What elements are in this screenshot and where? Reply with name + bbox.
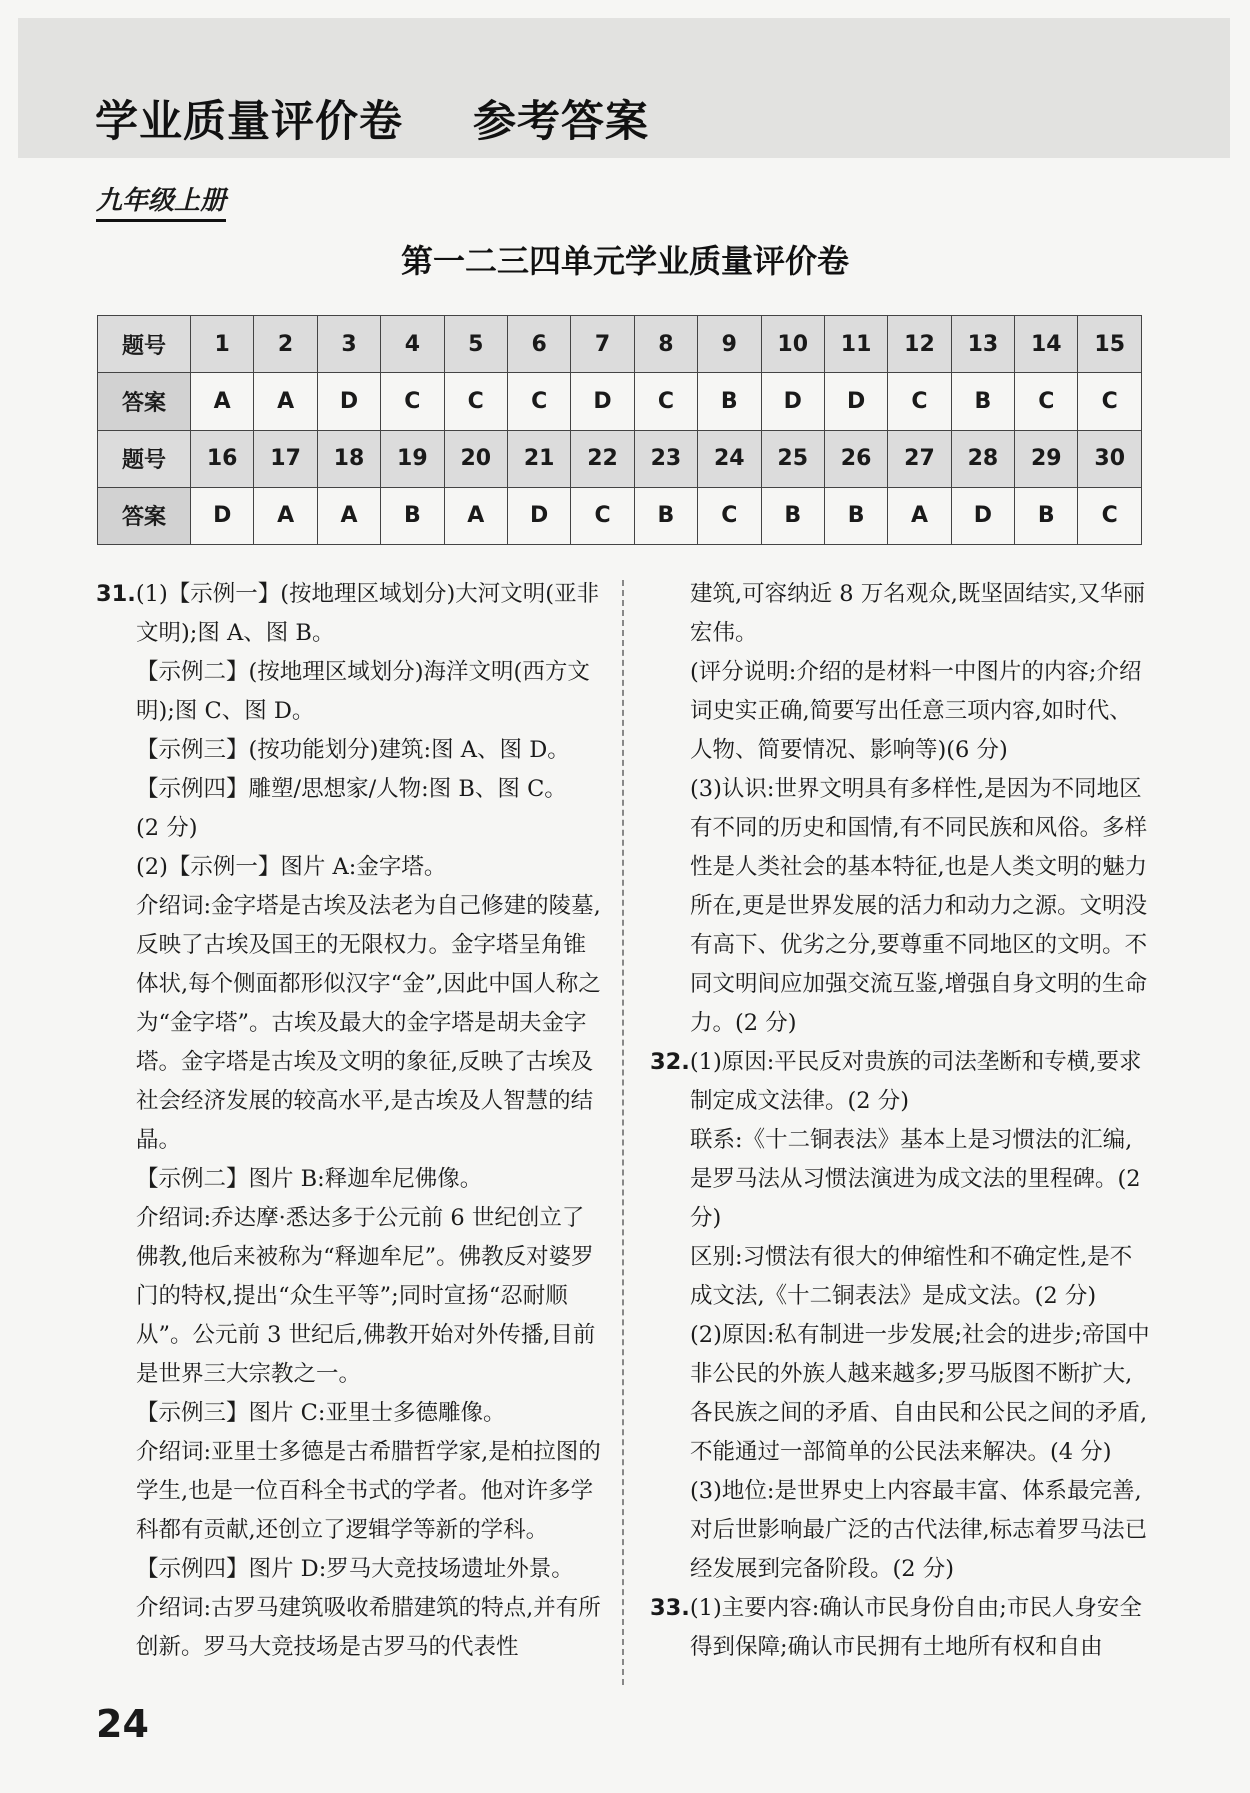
answer-cell: D	[824, 373, 887, 430]
question-number: 7	[571, 316, 634, 373]
answer-cell: A	[254, 487, 317, 544]
question-number-row-2	[98, 430, 1142, 487]
question-number: 1	[191, 316, 254, 373]
table-label-question: 题号	[98, 430, 191, 487]
question-number: 15	[1078, 316, 1142, 373]
question-number: 26	[824, 430, 887, 487]
question-number: 23	[634, 430, 697, 487]
q31-continued-line: 建筑,可容纳近 8 万名观众,既坚固结实,又华丽宏伟。	[690, 581, 1146, 646]
q31-line: 介绍词:古罗马建筑吸收希腊建筑的特点,并有所创新。罗马大竞技场是古罗马的代表性	[136, 1595, 601, 1660]
q32-line: 区别:习惯法有很大的伸缩性和不确定性,是不成文法,《十二铜表法》是成文法。(2 分)	[690, 1244, 1133, 1309]
q32-line: 32.(1)原因:平民反对贵族的司法垄断和专横,要求制定成文法律。(2 分)	[650, 1049, 1142, 1114]
answer-cell: B	[951, 373, 1014, 430]
table-label-answer: 答案	[98, 487, 191, 544]
q31-line: 【示例四】雕塑/思想家/人物:图 B、图 C。	[136, 776, 567, 802]
answer-cell: B	[698, 373, 761, 430]
question-number: 22	[571, 430, 634, 487]
question-number: 17	[254, 430, 317, 487]
header-title-left: 学业质量评价卷	[95, 97, 403, 147]
column-divider	[622, 580, 624, 1685]
question-number: 19	[381, 430, 444, 487]
answer-cell: C	[888, 373, 951, 430]
q33-line: 33.(1)主要内容:确认市民身份自由;市民人身安全得到保障;确认市民拥有土地所有权和自由	[650, 1595, 1142, 1660]
answer-cell: B	[381, 487, 444, 544]
question-number: 8	[634, 316, 697, 373]
answer-cell: C	[698, 487, 761, 544]
q31-line: 介绍词:亚里士多德是古希腊哲学家,是柏拉图的学生,也是一位百科全书式的学者。他对许多学科都有贡献,还创立了逻辑学等新的学科。	[136, 1439, 601, 1543]
table-label-question: 题号	[98, 316, 191, 373]
answer-cell: C	[634, 373, 697, 430]
answer-cell: A	[888, 487, 951, 544]
question-number: 27	[888, 430, 951, 487]
grade-label: 九年级上册	[96, 180, 226, 222]
question-number: 28	[951, 430, 1014, 487]
right-column	[650, 575, 1150, 1667]
header-title-right: 参考答案	[473, 97, 649, 147]
q31-line: 【示例三】(按功能划分)建筑:图 A、图 D。	[136, 737, 570, 763]
answer-table	[97, 315, 1142, 545]
q31-line: 【示例二】(按地理区域划分)海洋文明(西方文明);图 C、图 D。	[136, 659, 590, 724]
answer-cell: D	[951, 487, 1014, 544]
q31-line: 【示例二】图片 B:释迦牟尼佛像。	[136, 1166, 483, 1192]
header-title	[95, 88, 649, 149]
answer-cell: D	[571, 373, 634, 430]
q32-number: 32.	[650, 1049, 690, 1075]
answer-cell: B	[824, 487, 887, 544]
q31-line: 【示例四】图片 D:罗马大竞技场遗址外景。	[136, 1556, 574, 1582]
question-number: 10	[761, 316, 824, 373]
q31-continued-line: (评分说明:介绍的是材料一中图片的内容;介绍词史实正确,简要写出任意三项内容,如时代、人物、简要情况、影响等)(6 分)	[690, 659, 1142, 763]
question-number: 20	[444, 430, 507, 487]
question-number: 25	[761, 430, 824, 487]
answer-cell: B	[634, 487, 697, 544]
q33-number: 33.	[650, 1595, 690, 1621]
answer-cell: C	[1078, 373, 1142, 430]
answer-cell: D	[317, 373, 380, 430]
q32-line: (2)原因:私有制进一步发展;社会的进步;帝国中非公民的外族人越来越多;罗马版图不断扩大,各民族之间的矛盾、自由民和公民之间的矛盾,不能通过一部简单的公民法来解决。(4 分)	[690, 1322, 1150, 1465]
q31-line: (2)【示例一】图片 A:金字塔。	[136, 854, 447, 880]
question-number: 16	[191, 430, 254, 487]
q31-line: 31.(1)【示例一】(按地理区域划分)大河文明(亚非文明);图 A、图 B。	[96, 581, 600, 646]
question-number-row-1	[98, 316, 1142, 373]
answer-cell: A	[444, 487, 507, 544]
question-number: 5	[444, 316, 507, 373]
question-number: 6	[507, 316, 570, 373]
answer-cell: B	[1015, 487, 1078, 544]
answer-row-1	[98, 373, 1142, 430]
answer-cell: B	[761, 487, 824, 544]
answer-row-2	[98, 487, 1142, 544]
question-number: 9	[698, 316, 761, 373]
answer-cell: C	[571, 487, 634, 544]
answer-cell: C	[507, 373, 570, 430]
question-number: 21	[507, 430, 570, 487]
answer-cell: D	[191, 487, 254, 544]
q31-line: 介绍词:乔达摩·悉达多于公元前 6 世纪创立了佛教,他后来被称为“释迦牟尼”。佛教反对婆罗门的特权,提出“众生平等”;同时宣扬“忍耐顺从”。公元前 3 世纪后,佛教开始对外传播,目前是世界三大宗教之一。	[136, 1205, 596, 1387]
question-number: 12	[888, 316, 951, 373]
question-number: 3	[317, 316, 380, 373]
answer-cell: A	[317, 487, 380, 544]
table-label-answer: 答案	[98, 373, 191, 430]
question-number: 11	[824, 316, 887, 373]
q32-line: (3)地位:是世界史上内容最丰富、体系最完善,对后世影响最广泛的古代法律,标志着罗马法已经发展到完备阶段。(2 分)	[690, 1478, 1148, 1582]
q31-continued-line: (3)认识:世界文明具有多样性,是因为不同地区有不同的历史和国情,有不同民族和风俗。多样性是人类社会的基本特征,也是人类文明的魅力所在,更是世界发展的活力和动力之源。文明没有高下、优劣之分,要尊重不同地区的文明。不同文明间应加强交流互鉴,增强自身文明的生命力。(2 分)	[690, 776, 1148, 1036]
question-number: 24	[698, 430, 761, 487]
question-number: 13	[951, 316, 1014, 373]
page-number: 24	[96, 1702, 149, 1746]
q31-line: 【示例三】图片 C:亚里士多德雕像。	[136, 1400, 506, 1426]
question-number: 18	[317, 430, 380, 487]
q31-line: 介绍词:金字塔是古埃及法老为自己修建的陵墓,反映了古埃及国王的无限权力。金字塔呈角锥体状,每个侧面都形似汉字“金”,因此中国人称之为“金字塔”。古埃及最大的金字塔是胡夫金字塔。金字塔是古埃及文明的象征,反映了古埃及社会经济发展的较高水平,是古埃及人智慧的结晶。	[136, 893, 601, 1153]
question-number: 14	[1015, 316, 1078, 373]
answer-cell: C	[1078, 487, 1142, 544]
question-number: 4	[381, 316, 444, 373]
answer-cell: D	[761, 373, 824, 430]
question-number: 29	[1015, 430, 1078, 487]
answer-cell: C	[381, 373, 444, 430]
answer-cell: C	[1015, 373, 1078, 430]
q32-line: 联系:《十二铜表法》基本上是习惯法的汇编,是罗马法从习惯法演进为成文法的里程碑。(2 分)	[690, 1127, 1141, 1231]
answer-cell: C	[444, 373, 507, 430]
q31-line: (2 分)	[136, 815, 198, 841]
answer-cell: A	[254, 373, 317, 430]
exam-title: 第一二三四单元学业质量评价卷	[400, 242, 849, 280]
answer-cell: D	[507, 487, 570, 544]
question-number: 30	[1078, 430, 1142, 487]
answer-cell: A	[191, 373, 254, 430]
left-column	[96, 575, 606, 1667]
q31-number: 31.	[96, 581, 136, 607]
question-number: 2	[254, 316, 317, 373]
